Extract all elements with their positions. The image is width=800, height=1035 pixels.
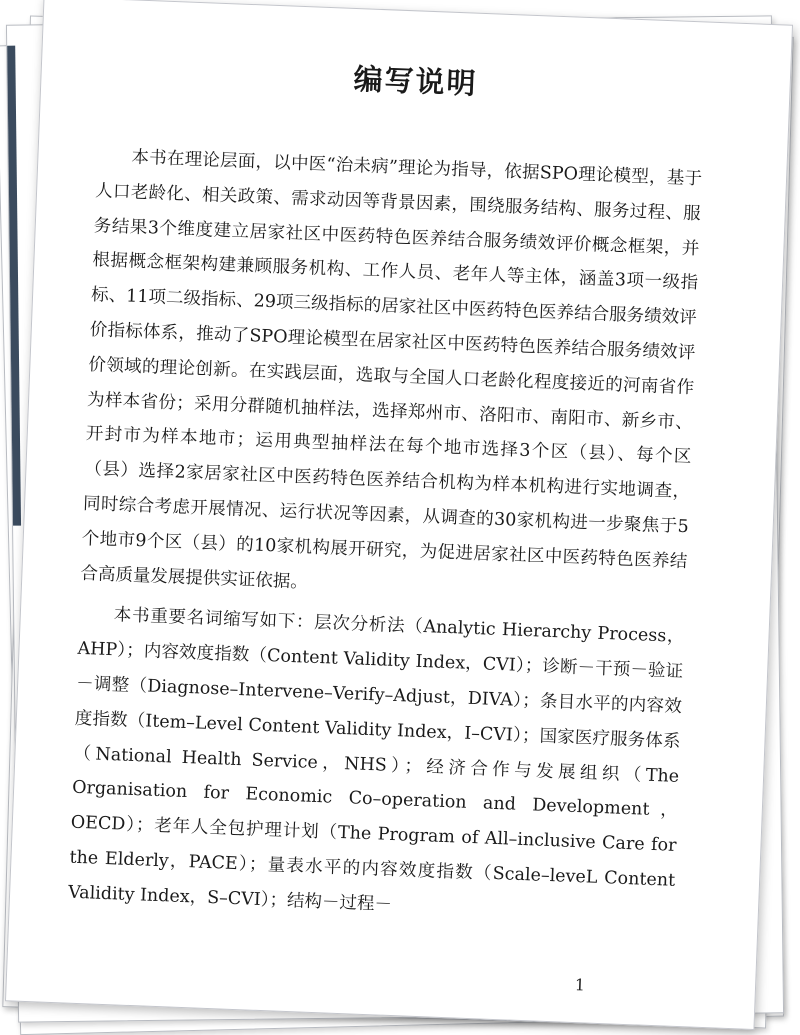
paragraph-intro: 本书在理论层面，以中医“治未病”理论为指导，依据SPO理论模型，基于人口老龄化、相关政策、需求动因等背景因素，围绕服务结构、服务过程、服务结果3个维度建立居家社区中医药特色医养结合服务绩效评价概念框架，并根据概念框架构建兼顾服务机构、工作人员、老年人等主体，涵盖3项一级指标、11项二级指标、29项三级指标的居家社区中医药特色医养结合服务绩效评价指标体系，推动了SPO理论模型在居家社区中医药特色医养结合服务绩效评价领域的理论创新。在实践层面，选取与全国人口老龄化程度接近的河南省作为样本省份；采用分群随机抽样法，选择郑州市、洛阳市、南阳市、新乡市、开封市为样本地市；运用典型抽样法在每个地市选择3个区（县）、每个区（县）选择2家居家社区中医药特色医养结合机构为样本机构进行实地调查，同时综合考虑开展情况、运行状况等因素，从调查的30家机构进一步聚焦于5个地市9个区（县）的10家机构展开研究，为促进居家社区中医药特色医养结合高质量发展提供实证依据。	[80, 147, 703, 593]
paragraph-abbreviations: 本书重要名词缩写如下：层次分析法（Analytic Hierarchy Process，AHP）；内容效度指数（Content Validity Index，CVI）；诊断－干预－验证－调整（Diagnose–Intervene–Verify–Adjust，DIVA）；条目水平的内容效度指数（Item–Level Content Validity Index，I–CVI）；国家医疗服务体系（National Health Service，NHS）；经济合作与发展组织（The Organisation for Economic Co–operation and Development，OECD）；老年人全包护理计划（The Program of All–inclusive Care for the Elderly，PACE）；量表水平的内容效度指数（Scale–leveL Content Validity Index，S–CVI）；结构－过程－	[67, 605, 685, 915]
page-title: 编写说明	[352, 61, 479, 101]
body-text	[67, 139, 702, 939]
document-page	[5, 0, 793, 1030]
page-number: 1	[574, 975, 586, 995]
